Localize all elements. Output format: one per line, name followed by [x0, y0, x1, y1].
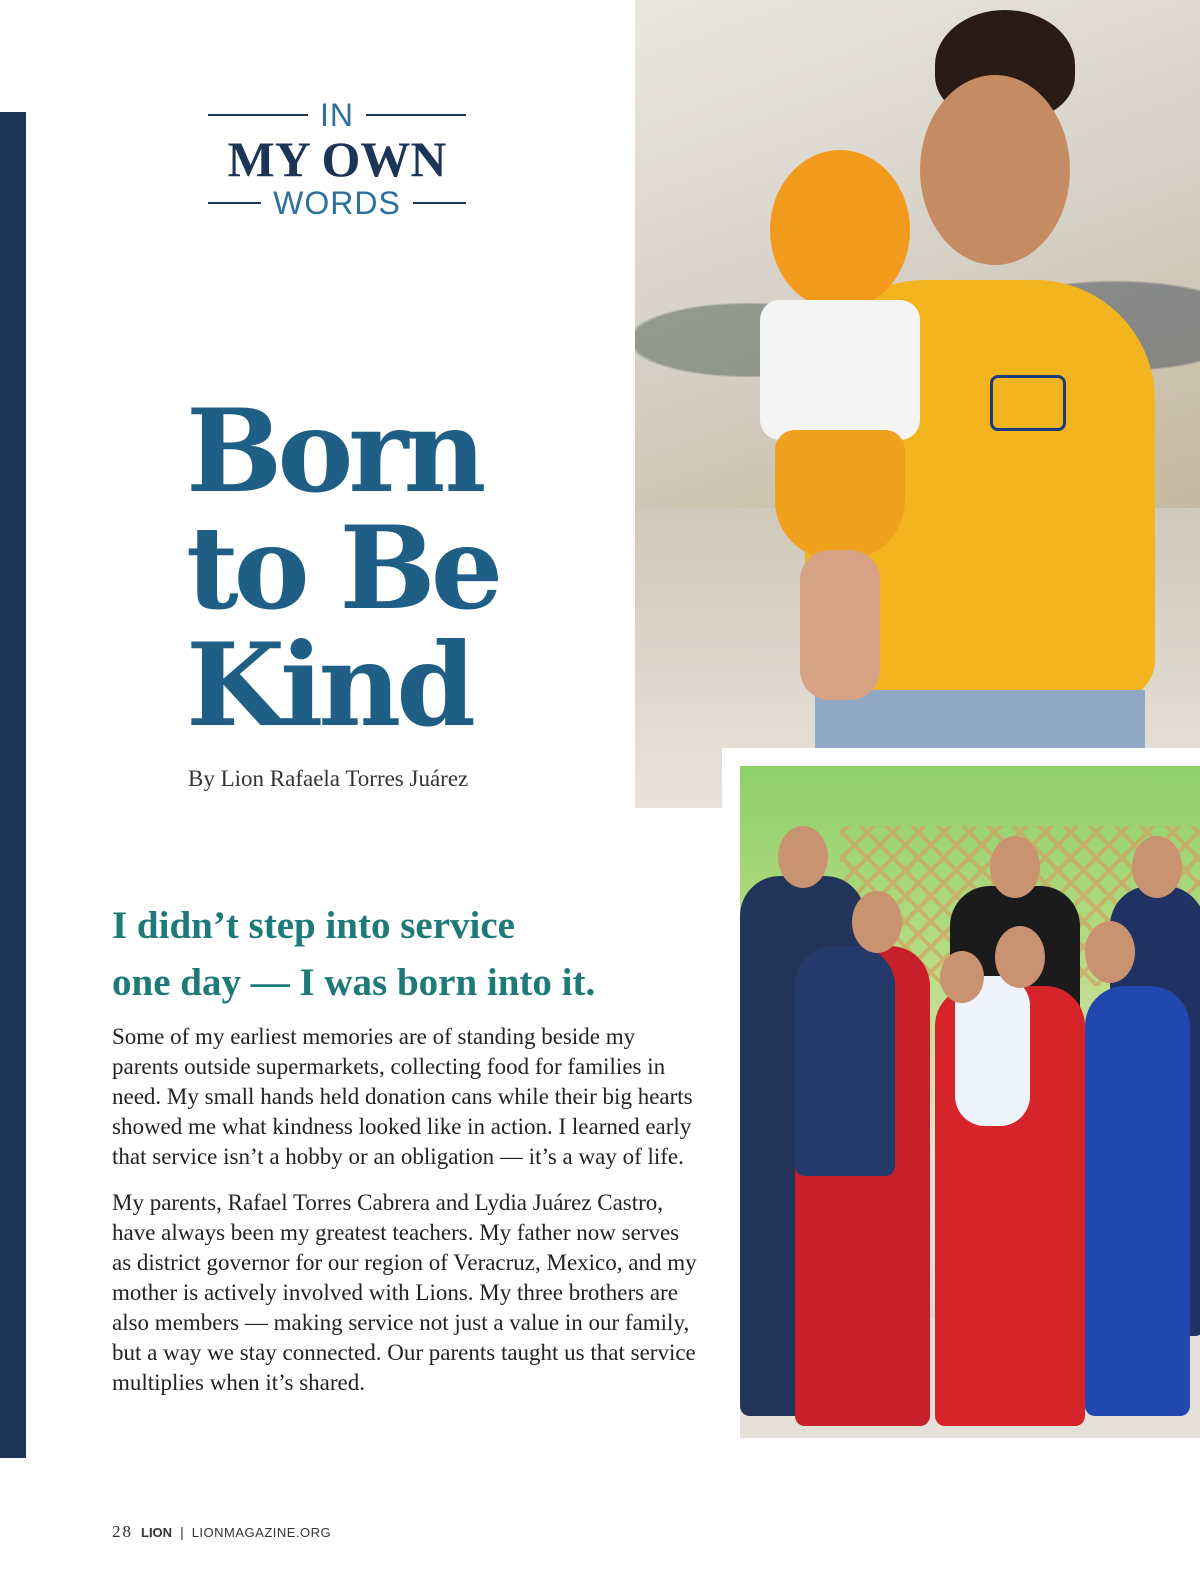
magazine-website: LIONMAGAZINE.ORG [191, 1524, 332, 1540]
divider [413, 202, 466, 204]
section-tag-bottom-line [196, 184, 478, 222]
page-number: 28 [112, 1522, 133, 1541]
face-silhouette [940, 951, 984, 1003]
doll-hat [770, 150, 910, 310]
pull-quote [112, 897, 595, 1011]
person-silhouette [795, 946, 895, 1176]
photo-family-scene [740, 766, 1200, 1438]
photo-face [920, 75, 1070, 265]
photo-doll [745, 150, 925, 710]
footer-separator: | [180, 1524, 184, 1540]
body-paragraph: Some of my earliest memories are of standing beside my parents outside supermarkets, collecting food for families in need. My small hands held donation cans while their big hearts showed me what kindness looked like in action. I learned early that service isn’t a hobby or an obligation — it’s a way of life. [112, 1024, 693, 1169]
page-footer [112, 1522, 331, 1542]
byline: By Lion Rafaela Torres Juárez [188, 766, 469, 791]
pull-quote-line: I didn’t step into service [112, 904, 515, 947]
divider [366, 114, 466, 116]
doll-legs [800, 550, 880, 700]
lions-emblem-icon [990, 375, 1066, 431]
face-silhouette [852, 891, 902, 953]
headline-line: Kind [186, 618, 471, 752]
section-tag-bottom: WORDS [273, 185, 401, 221]
photo-woman-holding-doll [635, 0, 1200, 808]
section-tag-top: IN [320, 97, 354, 133]
magazine-name: LION [141, 1524, 173, 1540]
section-tag [196, 96, 478, 222]
doll-shirt [760, 300, 920, 440]
photo-family-group [722, 748, 1200, 1448]
face-silhouette [778, 826, 828, 888]
pull-quote-line: one day — I was born into it. [112, 961, 596, 1004]
headline-line: to Be [186, 501, 499, 635]
article-headline [186, 384, 499, 752]
face-silhouette [1085, 921, 1135, 983]
face-silhouette [995, 926, 1045, 988]
article-body [112, 1022, 702, 1414]
body-paragraph: My parents, Rafael Torres Cabrera and Lydia Juárez Castro, have always been my greatest teachers. My father now serves as district governor for our region of Veracruz, Mexico, and my mother is actively involved with Lions. My three brothers are also members — making service not just a value in our family, but a way we stay connected. Our parents taught us that service multiplies when it’s shared. [112, 1190, 697, 1395]
person-silhouette [1085, 986, 1190, 1416]
divider [208, 114, 308, 116]
section-tag-middle: MY OWN [227, 131, 447, 187]
doll-pants [775, 430, 905, 560]
face-silhouette [990, 836, 1040, 898]
face-silhouette [1132, 836, 1182, 898]
side-accent-bar [0, 112, 26, 1458]
section-tag-top-line [196, 96, 478, 134]
headline-line: Born [186, 384, 482, 518]
divider [208, 202, 261, 204]
